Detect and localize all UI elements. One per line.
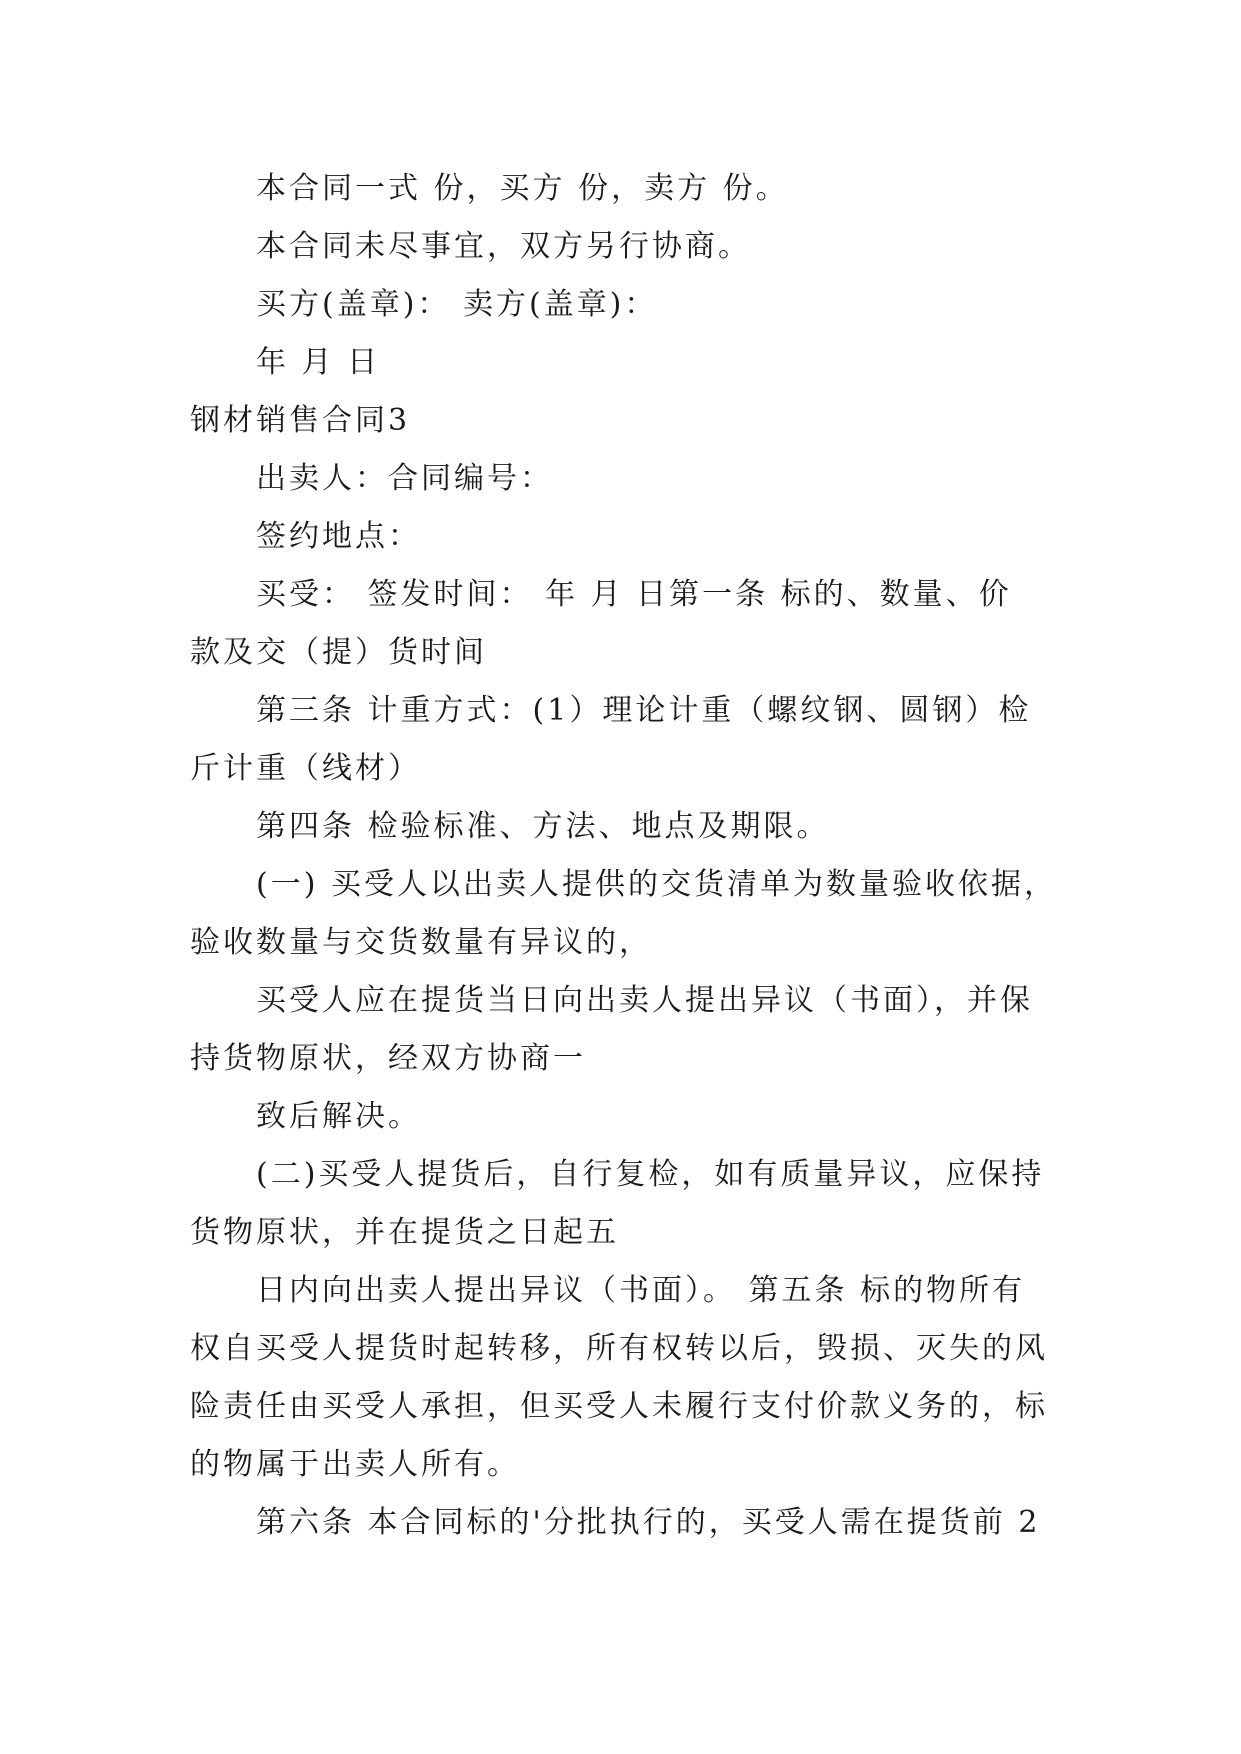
- document-body: [190, 160, 1057, 1552]
- section-title: 钢材销售合同3: [190, 403, 411, 438]
- date-line: 年 月 日: [256, 345, 381, 380]
- paragraph-line: 险责任由买受人承担，但买受人未履行支付价款义务的，标: [190, 1389, 1048, 1424]
- article-three-line: 第三条 计重方式：(1）理论计重（螺纹钢、圆钢）检: [256, 693, 1032, 728]
- copies-clause: 本合同一式 份，买方 份，卖方 份。: [256, 171, 789, 206]
- buyer-line: 买受： 签发时间： 年 月 日第一条 标的、数量、价: [256, 577, 1012, 612]
- paragraph-line: 权自买受人提货时起转移，所有权转以后，毁损、灭失的风: [190, 1331, 1048, 1366]
- paragraph-line: 持货物原状，经双方协商一: [190, 1041, 586, 1076]
- article-six-line: 第六条 本合同标的'分批执行的，买受人需在提货前 2: [256, 1505, 1041, 1540]
- seal-line: 买方(盖章)： 卖方(盖章)：: [256, 287, 658, 322]
- signing-place-line: 签约地点：: [256, 519, 421, 554]
- paragraph-line: 致后解决。: [256, 1099, 421, 1134]
- article-five-line: 日内向出卖人提出异议（书面）。 第五条 标的物所有: [256, 1273, 1026, 1308]
- paragraph-line: 买受人应在提货当日向出卖人提出异议（书面），并保: [256, 983, 1033, 1018]
- paragraph-line: 验收数量与交货数量有异议的，: [190, 925, 652, 960]
- paragraph-line: 的物属于出卖人所有。: [190, 1447, 520, 1482]
- seller-line: 出卖人：合同编号：: [256, 461, 553, 496]
- paragraph-line: 款及交（提）货时间: [190, 635, 487, 670]
- paragraph-line: 斤计重（线材）: [190, 751, 421, 786]
- paragraph-line: 货物原状，并在提货之日起五: [190, 1215, 619, 1250]
- item-two-line: (二)买受人提货后，自行复检，如有质量异议，应保持: [256, 1157, 1045, 1192]
- negotiation-clause: 本合同未尽事宜，双方另行协商。: [256, 229, 751, 264]
- article-four-line: 第四条 检验标准、方法、地点及期限。: [256, 809, 830, 844]
- item-one-line: (一) 买受人以出卖人提供的交货清单为数量验收依据，: [256, 867, 1057, 902]
